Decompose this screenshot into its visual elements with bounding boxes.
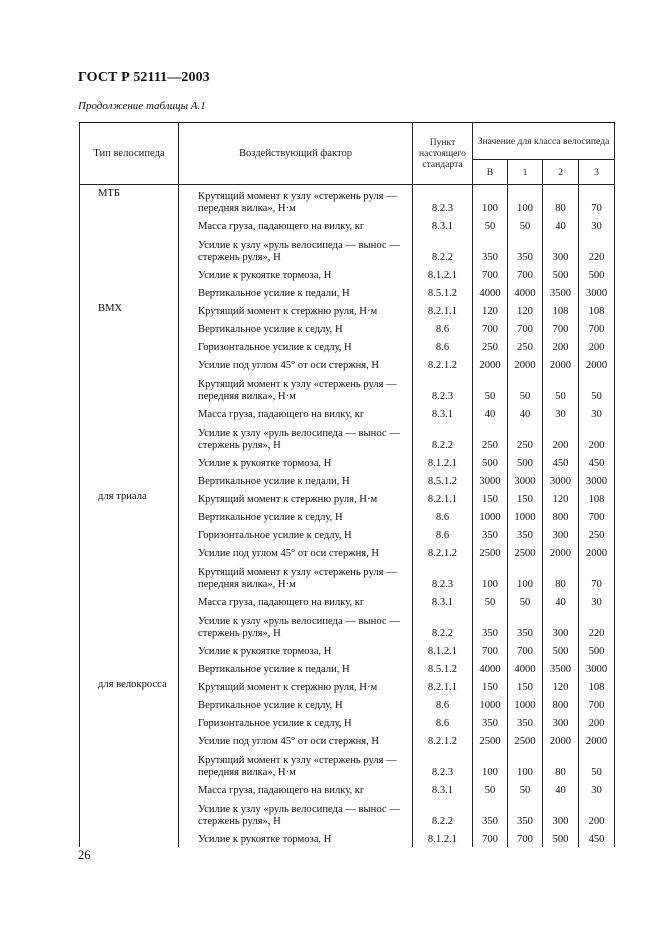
cell-factor: Крутящий момент к стержню руля, Н·м [179,301,413,319]
cell-factor: Усилие под углом 45° от оси стержня, Н [179,355,413,373]
table-row [80,234,615,265]
cell-class-3-value: 450 [579,829,615,847]
cell-clause: 8.2.3 [413,561,473,592]
cell-bicycle-type [80,543,179,561]
cell-class-3-value: 250 [579,525,615,543]
cell-class-2-value: 300 [543,234,579,265]
table-row [80,489,615,507]
cell-class-b-value: 50 [473,373,508,404]
cell-class-2-value: 500 [543,641,579,659]
cell-bicycle-type [80,695,179,713]
cell-class-b-value: 350 [473,525,508,543]
cell-clause: 8.2.1.2 [413,543,473,561]
cell-factor: Масса груза, падающего на вилку, кг [179,216,413,234]
cell-class-2-value: 80 [543,185,579,216]
cell-class-b-value: 1000 [473,507,508,525]
table-row [80,713,615,731]
cell-class-b-value: 2500 [473,731,508,749]
cell-class-2-value: 2000 [543,543,579,561]
cell-class-b-value: 2500 [473,543,508,561]
cell-class-1-value: 700 [508,641,543,659]
table-row [80,749,615,780]
cell-factor: Усилие под углом 45° от оси стержня, Н [179,543,413,561]
cell-clause: 8.6 [413,319,473,337]
table-continuation-caption: Продолжение таблицы А.1 [78,100,206,112]
cell-class-b-value: 500 [473,453,508,471]
cell-bicycle-type [80,471,179,489]
cell-class-b-value: 350 [473,713,508,731]
cell-factor: Горизонтальное усилие к седлу, Н [179,525,413,543]
cell-class-b-value: 350 [473,234,508,265]
table-row [80,731,615,749]
cell-class-1-value: 50 [508,373,543,404]
cell-class-3-value: 200 [579,337,615,355]
cell-class-2-value: 300 [543,713,579,731]
cell-class-1-value: 100 [508,185,543,216]
cell-clause: 8.2.1.1 [413,489,473,507]
table-row [80,659,615,677]
cell-class-b-value: 120 [473,301,508,319]
cell-bicycle-type: для велокросса [80,677,179,695]
cell-class-3-value: 50 [579,373,615,404]
cell-class-b-value: 100 [473,561,508,592]
header-class-values: Значение для класса велосипеда [473,123,615,160]
page-number: 26 [78,848,91,862]
header-class-3: 3 [579,160,615,185]
table-row [80,829,615,847]
cell-factor: Крутящий момент к узлу «стержень руля — передняя вилка», Н·м [179,749,413,780]
cell-bicycle-type [80,780,179,798]
cell-class-3-value: 2000 [579,731,615,749]
cell-class-3-value: 30 [579,780,615,798]
table-row [80,561,615,592]
cell-class-3-value: 30 [579,404,615,422]
cell-factor: Масса груза, падающего на вилку, кг [179,404,413,422]
cell-class-1-value: 4000 [508,283,543,301]
cell-class-2-value: 3500 [543,659,579,677]
cell-clause: 8.1.2.1 [413,265,473,283]
cell-bicycle-type [80,216,179,234]
cell-factor: Усилие к узлу «руль велосипеда — вынос — стержень руля», Н [179,422,413,453]
cell-clause: 8.2.1.1 [413,301,473,319]
cell-class-1-value: 350 [508,525,543,543]
table-row [80,337,615,355]
cell-class-1-value: 50 [508,216,543,234]
cell-class-1-value: 100 [508,749,543,780]
cell-class-2-value: 300 [543,798,579,829]
table-row [80,283,615,301]
cell-class-1-value: 120 [508,301,543,319]
cell-clause: 8.2.2 [413,422,473,453]
cell-class-1-value: 350 [508,713,543,731]
cell-class-1-value: 100 [508,561,543,592]
cell-factor: Усилие к рукоятке тормоза, Н [179,265,413,283]
cell-class-3-value: 200 [579,798,615,829]
cell-factor: Вертикальное усилие к седлу, Н [179,507,413,525]
cell-class-2-value: 200 [543,422,579,453]
cell-factor: Масса груза, падающего на вилку, кг [179,780,413,798]
table-row [80,471,615,489]
table-row [80,301,615,319]
cell-class-2-value: 800 [543,507,579,525]
cell-clause: 8.2.2 [413,798,473,829]
cell-clause: 8.5.1.2 [413,471,473,489]
cell-class-2-value: 50 [543,373,579,404]
cell-factor: Вертикальное усилие к седлу, Н [179,319,413,337]
cell-class-3-value: 200 [579,422,615,453]
cell-bicycle-type [80,373,179,404]
cell-factor: Крутящий момент к узлу «стержень руля — передняя вилка», Н·м [179,373,413,404]
cell-class-1-value: 2500 [508,543,543,561]
table-body [80,185,615,847]
cell-clause: 8.3.1 [413,592,473,610]
cell-class-b-value: 1000 [473,695,508,713]
cell-clause: 8.1.2.1 [413,453,473,471]
cell-class-1-value: 1000 [508,695,543,713]
cell-clause: 8.6 [413,525,473,543]
cell-class-1-value: 250 [508,337,543,355]
cell-clause: 8.5.1.2 [413,659,473,677]
table-row [80,780,615,798]
cell-bicycle-type [80,641,179,659]
cell-class-3-value: 108 [579,677,615,695]
cell-class-1-value: 700 [508,319,543,337]
cell-clause: 8.2.1.2 [413,355,473,373]
cell-clause: 8.1.2.1 [413,829,473,847]
table-row [80,507,615,525]
cell-bicycle-type [80,404,179,422]
cell-class-2-value: 108 [543,301,579,319]
cell-bicycle-type [80,798,179,829]
table-row [80,798,615,829]
cell-class-b-value: 50 [473,780,508,798]
cell-class-2-value: 2000 [543,355,579,373]
cell-class-1-value: 150 [508,677,543,695]
cell-clause: 8.3.1 [413,216,473,234]
cell-class-3-value: 50 [579,749,615,780]
cell-factor: Усилие к узлу «руль велосипеда — вынос — стержень руля», Н [179,610,413,641]
header-factor: Воздействующий фактор [179,123,413,185]
cell-class-3-value: 700 [579,319,615,337]
cell-factor: Вертикальное усилие к педали, Н [179,471,413,489]
cell-clause: 8.2.2 [413,234,473,265]
cell-class-1-value: 150 [508,489,543,507]
table-row [80,185,615,216]
cell-factor: Вертикальное усилие к педали, Н [179,659,413,677]
cell-clause: 8.2.2 [413,610,473,641]
cell-class-b-value: 700 [473,829,508,847]
cell-class-1-value: 350 [508,610,543,641]
cell-class-b-value: 4000 [473,659,508,677]
document-title: ГОСТ Р 52111—2003 [78,70,210,85]
cell-factor: Усилие к узлу «руль велосипеда — вынос — стержень руля», Н [179,798,413,829]
requirements-table [79,122,615,847]
cell-class-2-value: 3000 [543,471,579,489]
cell-class-2-value: 80 [543,749,579,780]
table-row [80,641,615,659]
cell-class-3-value: 108 [579,301,615,319]
cell-class-1-value: 500 [508,453,543,471]
table-row [80,216,615,234]
cell-class-2-value: 80 [543,561,579,592]
cell-class-3-value: 2000 [579,355,615,373]
cell-bicycle-type [80,507,179,525]
header-class-2: 2 [543,160,579,185]
header-clause: Пункт настоящего стандарта [413,123,473,185]
cell-class-b-value: 3000 [473,471,508,489]
cell-class-b-value: 700 [473,319,508,337]
cell-class-2-value: 40 [543,216,579,234]
cell-factor: Усилие к рукоятке тормоза, Н [179,641,413,659]
table-row [80,677,615,695]
cell-factor: Усилие к рукоятке тормоза, Н [179,453,413,471]
cell-class-1-value: 50 [508,592,543,610]
cell-bicycle-type [80,337,179,355]
cell-class-2-value: 3500 [543,283,579,301]
cell-class-1-value: 1000 [508,507,543,525]
cell-clause: 8.3.1 [413,404,473,422]
cell-class-3-value: 2000 [579,543,615,561]
cell-bicycle-type [80,265,179,283]
cell-class-2-value: 300 [543,525,579,543]
cell-class-b-value: 250 [473,422,508,453]
table-row [80,355,615,373]
cell-class-2-value: 2000 [543,731,579,749]
cell-factor: Крутящий момент к узлу «стержень руля — передняя вилка», Н·м [179,561,413,592]
cell-clause: 8.3.1 [413,780,473,798]
cell-class-1-value: 350 [508,234,543,265]
cell-class-b-value: 250 [473,337,508,355]
cell-class-1-value: 4000 [508,659,543,677]
cell-class-2-value: 30 [543,404,579,422]
cell-class-b-value: 50 [473,216,508,234]
cell-factor: Масса груза, падающего на вилку, кг [179,592,413,610]
cell-clause: 8.6 [413,337,473,355]
cell-bicycle-type: для триала [80,489,179,507]
header-bicycle-type: Тип велосипеда [80,123,179,185]
cell-class-2-value: 200 [543,337,579,355]
cell-class-b-value: 350 [473,798,508,829]
cell-class-3-value: 500 [579,265,615,283]
cell-class-2-value: 500 [543,829,579,847]
cell-class-2-value: 500 [543,265,579,283]
cell-class-b-value: 150 [473,677,508,695]
cell-class-3-value: 30 [579,592,615,610]
cell-bicycle-type [80,659,179,677]
cell-clause: 8.2.3 [413,185,473,216]
cell-class-1-value: 250 [508,422,543,453]
cell-class-b-value: 100 [473,749,508,780]
cell-class-3-value: 3000 [579,471,615,489]
table-row [80,404,615,422]
cell-clause: 8.6 [413,507,473,525]
cell-factor: Крутящий момент к узлу «стержень руля — передняя вилка», Н·м [179,185,413,216]
cell-class-2-value: 120 [543,489,579,507]
cell-class-b-value: 700 [473,641,508,659]
cell-class-3-value: 220 [579,234,615,265]
cell-class-3-value: 70 [579,185,615,216]
cell-clause: 8.2.1.1 [413,677,473,695]
cell-clause: 8.2.3 [413,373,473,404]
cell-clause: 8.5.1.2 [413,283,473,301]
cell-bicycle-type [80,234,179,265]
cell-class-2-value: 40 [543,780,579,798]
cell-clause: 8.2.1.2 [413,731,473,749]
cell-class-1-value: 2000 [508,355,543,373]
table-row [80,422,615,453]
cell-class-2-value: 700 [543,319,579,337]
header-class-b: В [473,160,508,185]
cell-bicycle-type [80,592,179,610]
cell-bicycle-type [80,749,179,780]
cell-bicycle-type [80,829,179,847]
cell-factor: Горизонтальное усилие к седлу, Н [179,337,413,355]
cell-class-1-value: 2500 [508,731,543,749]
cell-bicycle-type [80,422,179,453]
table-row [80,453,615,471]
cell-bicycle-type [80,453,179,471]
table-row [80,543,615,561]
cell-class-1-value: 700 [508,265,543,283]
cell-class-1-value: 40 [508,404,543,422]
cell-class-3-value: 3000 [579,283,615,301]
cell-class-2-value: 300 [543,610,579,641]
cell-class-3-value: 500 [579,641,615,659]
cell-factor: Крутящий момент к стержню руля, Н·м [179,489,413,507]
cell-bicycle-type [80,713,179,731]
cell-bicycle-type [80,355,179,373]
header-class-1: 1 [508,160,543,185]
cell-factor: Усилие к рукоятке тормоза, Н [179,829,413,847]
cell-class-b-value: 350 [473,610,508,641]
cell-class-2-value: 450 [543,453,579,471]
cell-class-2-value: 40 [543,592,579,610]
cell-class-3-value: 108 [579,489,615,507]
cell-clause: 8.6 [413,695,473,713]
cell-bicycle-type [80,319,179,337]
cell-bicycle-type [80,283,179,301]
cell-clause: 8.1.2.1 [413,641,473,659]
cell-class-2-value: 800 [543,695,579,713]
cell-bicycle-type [80,610,179,641]
cell-class-b-value: 700 [473,265,508,283]
cell-clause: 8.6 [413,713,473,731]
cell-factor: Вертикальное усилие к седлу, Н [179,695,413,713]
cell-class-b-value: 40 [473,404,508,422]
table-row [80,695,615,713]
cell-class-1-value: 350 [508,798,543,829]
cell-class-1-value: 3000 [508,471,543,489]
table-row [80,525,615,543]
cell-class-1-value: 700 [508,829,543,847]
cell-factor: Крутящий момент к стержню руля, Н·м [179,677,413,695]
cell-class-2-value: 120 [543,677,579,695]
cell-class-3-value: 3000 [579,659,615,677]
cell-class-3-value: 200 [579,713,615,731]
cell-class-3-value: 30 [579,216,615,234]
table-row [80,373,615,404]
cell-bicycle-type: ВМХ [80,301,179,319]
cell-bicycle-type: МТБ [80,185,179,216]
cell-factor: Усилие под углом 45° от оси стержня, Н [179,731,413,749]
table-row [80,265,615,283]
cell-class-3-value: 700 [579,507,615,525]
cell-class-b-value: 100 [473,185,508,216]
cell-class-3-value: 70 [579,561,615,592]
cell-class-3-value: 450 [579,453,615,471]
cell-class-b-value: 50 [473,592,508,610]
cell-factor: Усилие к узлу «руль велосипеда — вынос — стержень руля», Н [179,234,413,265]
cell-class-b-value: 150 [473,489,508,507]
table-row [80,319,615,337]
cell-clause: 8.2.3 [413,749,473,780]
cell-bicycle-type [80,731,179,749]
cell-class-1-value: 50 [508,780,543,798]
cell-class-b-value: 2000 [473,355,508,373]
table-row [80,592,615,610]
cell-class-b-value: 4000 [473,283,508,301]
cell-bicycle-type [80,525,179,543]
cell-class-3-value: 700 [579,695,615,713]
cell-factor: Вертикальное усилие к педали, Н [179,283,413,301]
cell-factor: Горизонтальное усилие к седлу, Н [179,713,413,731]
table-row [80,610,615,641]
cell-class-3-value: 220 [579,610,615,641]
cell-bicycle-type [80,561,179,592]
